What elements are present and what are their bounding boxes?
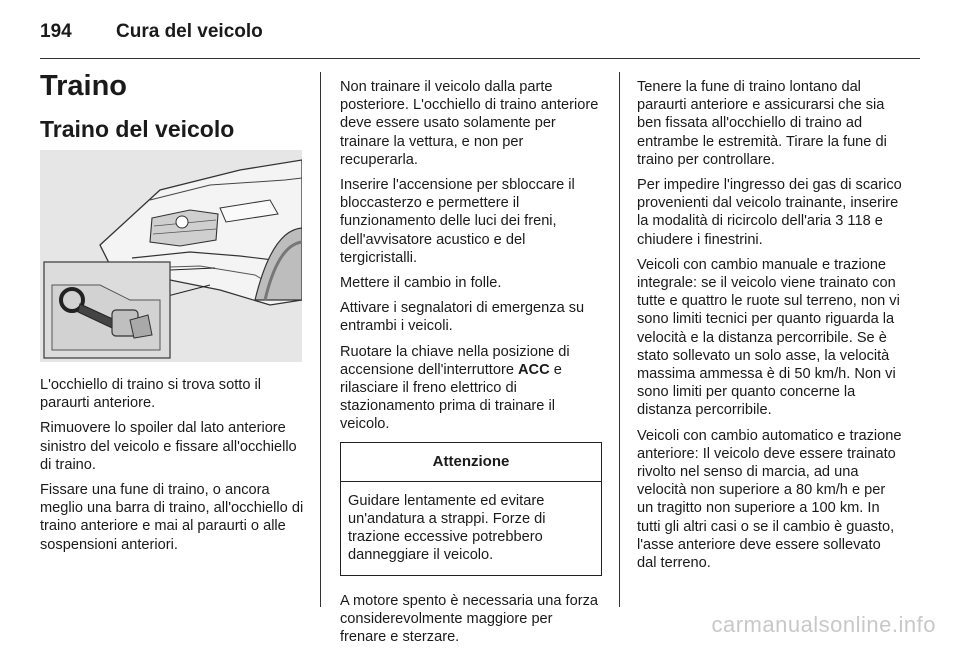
paragraph xyxy=(637,176,903,249)
paragraph: A motore spento è necessaria una forza considerevolmente maggiore per frenare e sterzare. xyxy=(340,592,598,646)
section-subtitle: Traino del veicolo xyxy=(40,116,235,142)
acc-label: ACC xyxy=(518,361,550,378)
paragraph: Non trainare il veicolo dalla parte posteriore. L'occhiello di traino anteriore deve essere usato solamente per trainare la vettura, e non per recuperarla. xyxy=(340,79,599,168)
paragraph: Inserire l'accensione per sbloccare il bloccasterzo e permettere il funzionamento delle luci dei freni, dell'avvisatore acustico e del tergicristalli. xyxy=(340,177,575,266)
paragraph: Tenere la fune di traino lontano dal paraurti anteriore e assicurarsi che sia ben fissata all'occhiello di traino ad entrambe le estremità. Tirare la fune di traino per controllare. xyxy=(637,79,887,168)
column-3-text xyxy=(637,78,903,579)
warning-title: Attenzione xyxy=(341,443,601,482)
column-divider-2 xyxy=(619,72,620,607)
paragraph: Fissare una fune di traino, o ancora meglio una barra di traino, all'occhiello di traino anteriore e mai al paraurti o alle sospensioni anteriori. xyxy=(40,482,304,553)
chapter-title: Cura del veicolo xyxy=(116,21,263,42)
paragraph: L'occhiello di traino si trova sotto il paraurti anteriore. xyxy=(40,377,261,412)
car-front-drawing xyxy=(40,150,302,362)
page-reference-link[interactable]: 3 118 xyxy=(835,213,871,230)
paragraph: Mettere il cambio in folle. xyxy=(340,275,502,292)
column-1-text xyxy=(40,376,305,561)
header-divider xyxy=(40,58,920,59)
watermark: carmanualsonline.info xyxy=(711,612,936,637)
section-title: Traino xyxy=(40,70,128,102)
page-number: 194 xyxy=(40,21,72,42)
text-run: e chiudere i finestrini. xyxy=(637,213,883,248)
paragraph xyxy=(340,343,602,434)
paragraph: Attivare i segnalatori di emergenza su entrambi i veicoli. xyxy=(340,300,585,335)
paragraph: Veicoli con cambio manuale e trazione integrale: se il veicolo viene trainato con tutte e quattro le ruote sul terreno, non vi sono limiti tecnici per quanto riguarda la velocità e la distanza percorribile. Se è stato sollevato un solo asse, la velocità massima ammessa è di 50 km/h. Non vi sono limiti per quanto concerne la distanza percorribile. xyxy=(637,256,900,419)
warning-body: Guidare lentamente ed evitare un'andatura a strappi. Forze di trazione eccessive potrebbero danneggiare il veicolo. xyxy=(348,492,546,564)
text-run: Per impedire l'ingresso dei gas di scarico provenienti dal veicolo trainante, inserire la modalità di ricircolo dell'aria xyxy=(637,177,902,230)
paragraph: Veicoli con cambio automatico e trazione anteriore: Il veicolo deve essere trainato rivolto nel senso di marcia, ad una velocità non superiore a 80 km/h e per un tragitto non superiore a 100 km. In tutti gli altri casi o se il cambio è guasto, l'asse anteriore deve essere sollevato dal terreno. xyxy=(637,427,902,572)
warning-box xyxy=(340,442,602,576)
column-2-text xyxy=(340,78,602,653)
paragraph: Rimuovere lo spoiler dal lato anteriore sinistro del veicolo e fissare all'occhiello di traino. xyxy=(40,420,297,473)
page-header xyxy=(40,18,920,48)
text-run: e rilasciare il freno elettrico di stazionamento prima di trainare il veicolo. xyxy=(340,361,562,433)
text-run: Ruotare la chiave nella posizione di accensione dell'interruttore xyxy=(340,343,570,378)
towing-eye-illustration xyxy=(40,150,302,362)
column-divider-1 xyxy=(320,72,321,607)
